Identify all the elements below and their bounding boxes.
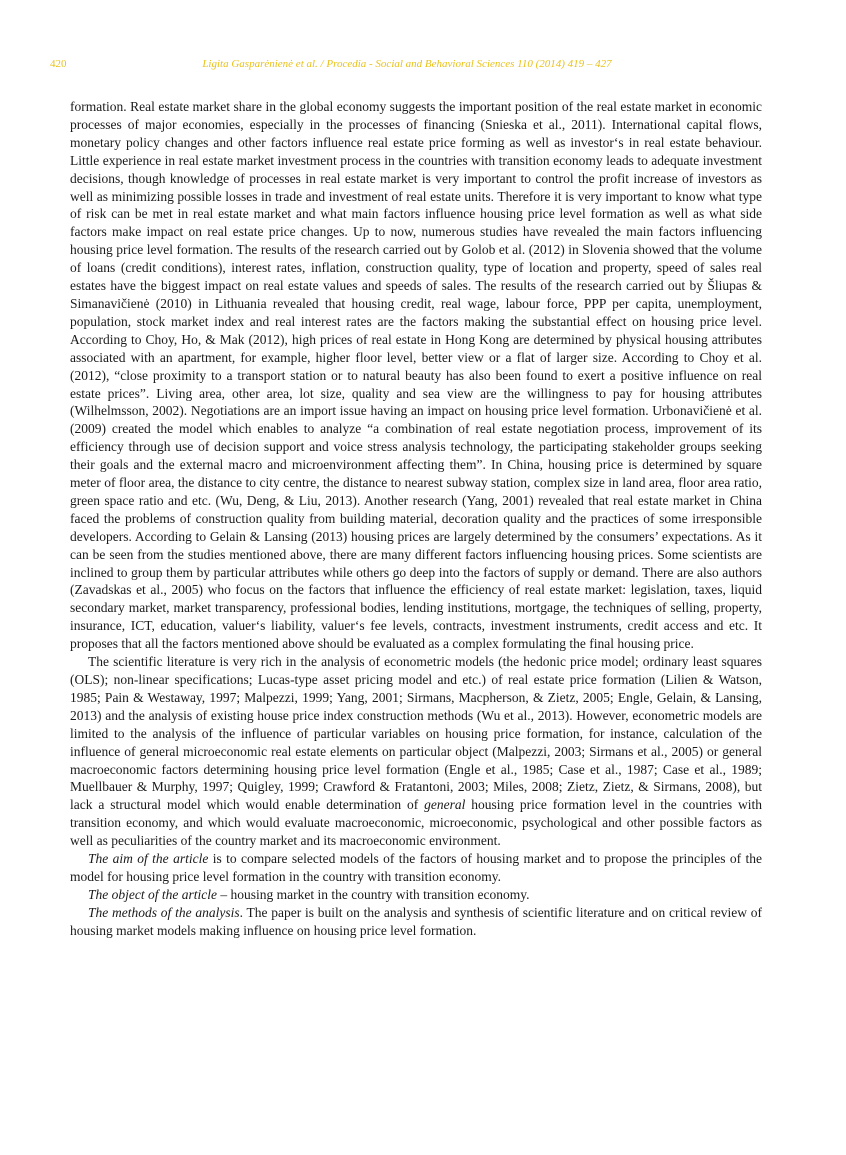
object-label: The object of the article — [88, 886, 217, 902]
paragraph-text: formation. Real estate market share in the global economy suggests the important position of the real estate market in economic processes of major economies, especially in the processes of financing (Snieska et al., 2011). International capital flows, monetary policy changes and other factors influence real estate price forming as well as investor‘s in real estate behaviour. Little experience in real estate market investment process in the countries with transition economy leads to adequate investment decisions, though knowledge of processes in real estate market is very important to control the profit increase of investors as well as minimizing possible losses in trade and investment of real estate units. Therefore it is very important to know what type of risk can be met in real estate market and what main factors influence housing price level formation as well as what side factors make impact on real estate price changes. Up to now, numerous studies have revealed the main factors influencing housing price level formation. The results of the research carried out by Golob et al. (2012) in Slovenia showed that the volume of loans (credit conditions), interest rates, inflation, construction quality, type of location and property, speed of sales real estates have the biggest impact on real estate values and speeds of sales. The results of the research carried out by Šliupas & Simanavičienė (2010) in Lithuania revealed that housing credit, real wage, labour force, PPP per capita, unemployment, population, stock market index and real interest rates are the factors making the substantial effect on housing price level. According to Choy, Ho, & Mak (2012), high prices of real estate in Hong Kong are determined by physical housing attributes associated with an apartment, for example, higher floor level, better view or a flat of larger size. According to Choy et al. (2012), “close proximity to a transport station or to natural beauty has also been found to exert a positive influence on real estate prices”. Living area, other area, lot size, quality and sea view are the willingness to pay for housing attributes (Wilhelmsson, 2002). Negotiations are an import issue having an impact on housing price level formation. Urbonavičienė et al. (2009) created the model which enables to analyze “a combination of real estate negotiation process, improvement of its efficiency through use of decision support and voice stress analysis technology, the participating stakeholder groups seeking their goals and the external macro and microenvironment affecting them”. In China, housing price is determined by square meter of floor area, the distance to city centre, the distance to nearest subway station, complex size in land area, floor area ratio, green space ratio and etc. (Wu, Deng, & Liu, 2013). Another research (Yang, 2001) revealed that real estate market in China faced the problems of construction quality from building material, decoration quality and the practices of some irresponsible developers. According to Gelain & Lansing (2013) housing prices are largely determined by the consumers’ expectations. As it can be seen from the studies mentioned above, there are many different factors influencing housing prices. Some scientists are inclined to group them by particular attributes while others go deep into the factors of supply or demand. There are also authors (Zavadskas et al., 2005) who focus on the factors that influence the efficiency of real estate market: legislation, taxes, liquid secondary market, market transparency, professional bodies, lending institutions, mortgage, the techniques of selling, property, insurance, ICT, education, valuer‘s liability, valuer‘s fee levels, contracts, investment instruments, credit access and etc. It proposes that all the factors mentioned above should be evaluated as a complex formulating the final housing price. — [70, 99, 762, 652]
paragraph-literature-review — [70, 653, 762, 850]
paragraph-text: housing price formation level in the countries with transition economy, and which would evaluate macroeconomic, microeconomic, psychological and other possible factors as well as peculiarities of the country market and its macroeconomic environment. — [70, 797, 763, 849]
emphasis-general: general — [424, 797, 466, 813]
article-body — [70, 98, 762, 940]
running-header — [50, 58, 764, 72]
page-number: 420 — [50, 58, 67, 70]
paragraph-text: – housing market in the country with transition economy. — [216, 886, 530, 902]
paragraph-text: The scientific literature is very rich in the analysis of econometric models (the hedonic price model; ordinary least squares (OLS); non-linear specifications; Lucas-type asset pricing model and etc.) of real estate price formation (Lilien & Watson, 1985; Pain & Westaway, 1997; Malpezzi, 1999; Yang, 2001; Sirmans, Macpherson, & Zietz, 2005; Engle, Gelain, & Lansing, 2013) and the analysis of existing house price index construction methods (Wu et al., 2013). However, econometric models are limited to the analysis of the influence of particular variables on housing price formation, for instance, calculation of the influence of general microeconomic real estate elements on particular object (Malpezzi, 2003; Sirmans et al., 2005) or general macroeconomic factors determining housing price level formation (Engle et al., 1985; Case et al., 1987; Case et al., 1989; Muellbauer & Murphy, 1997; Quigley, 1999; Crawford & Fratantoni, 2003; Miles, 2008; Zietz, Zietz, & Sirmans, 2008), but lack a structural model which would enable determination of — [70, 654, 762, 813]
methods-label: The methods of the analysis — [88, 904, 240, 920]
paragraph-aim — [70, 850, 762, 886]
paragraph-text: is to compare selected models of the factors of housing market and to propose the principles of the model for housing price level formation in the country with transition economy. — [70, 851, 762, 884]
paragraph-object — [70, 886, 762, 904]
paragraph-text: . The paper is built on the analysis and synthesis of scientific literature and on critical review of housing market models making influence on housing price level formation. — [70, 904, 762, 938]
aim-label: The aim of the article — [88, 851, 209, 867]
paragraph-intro-continuation — [70, 98, 762, 653]
paragraph-methods — [70, 904, 762, 940]
running-title: Ligita Gasparėnienė et al. / Procedia - Social and Behavioral Sciences 110 (2014) 419 – 427 — [202, 58, 612, 70]
